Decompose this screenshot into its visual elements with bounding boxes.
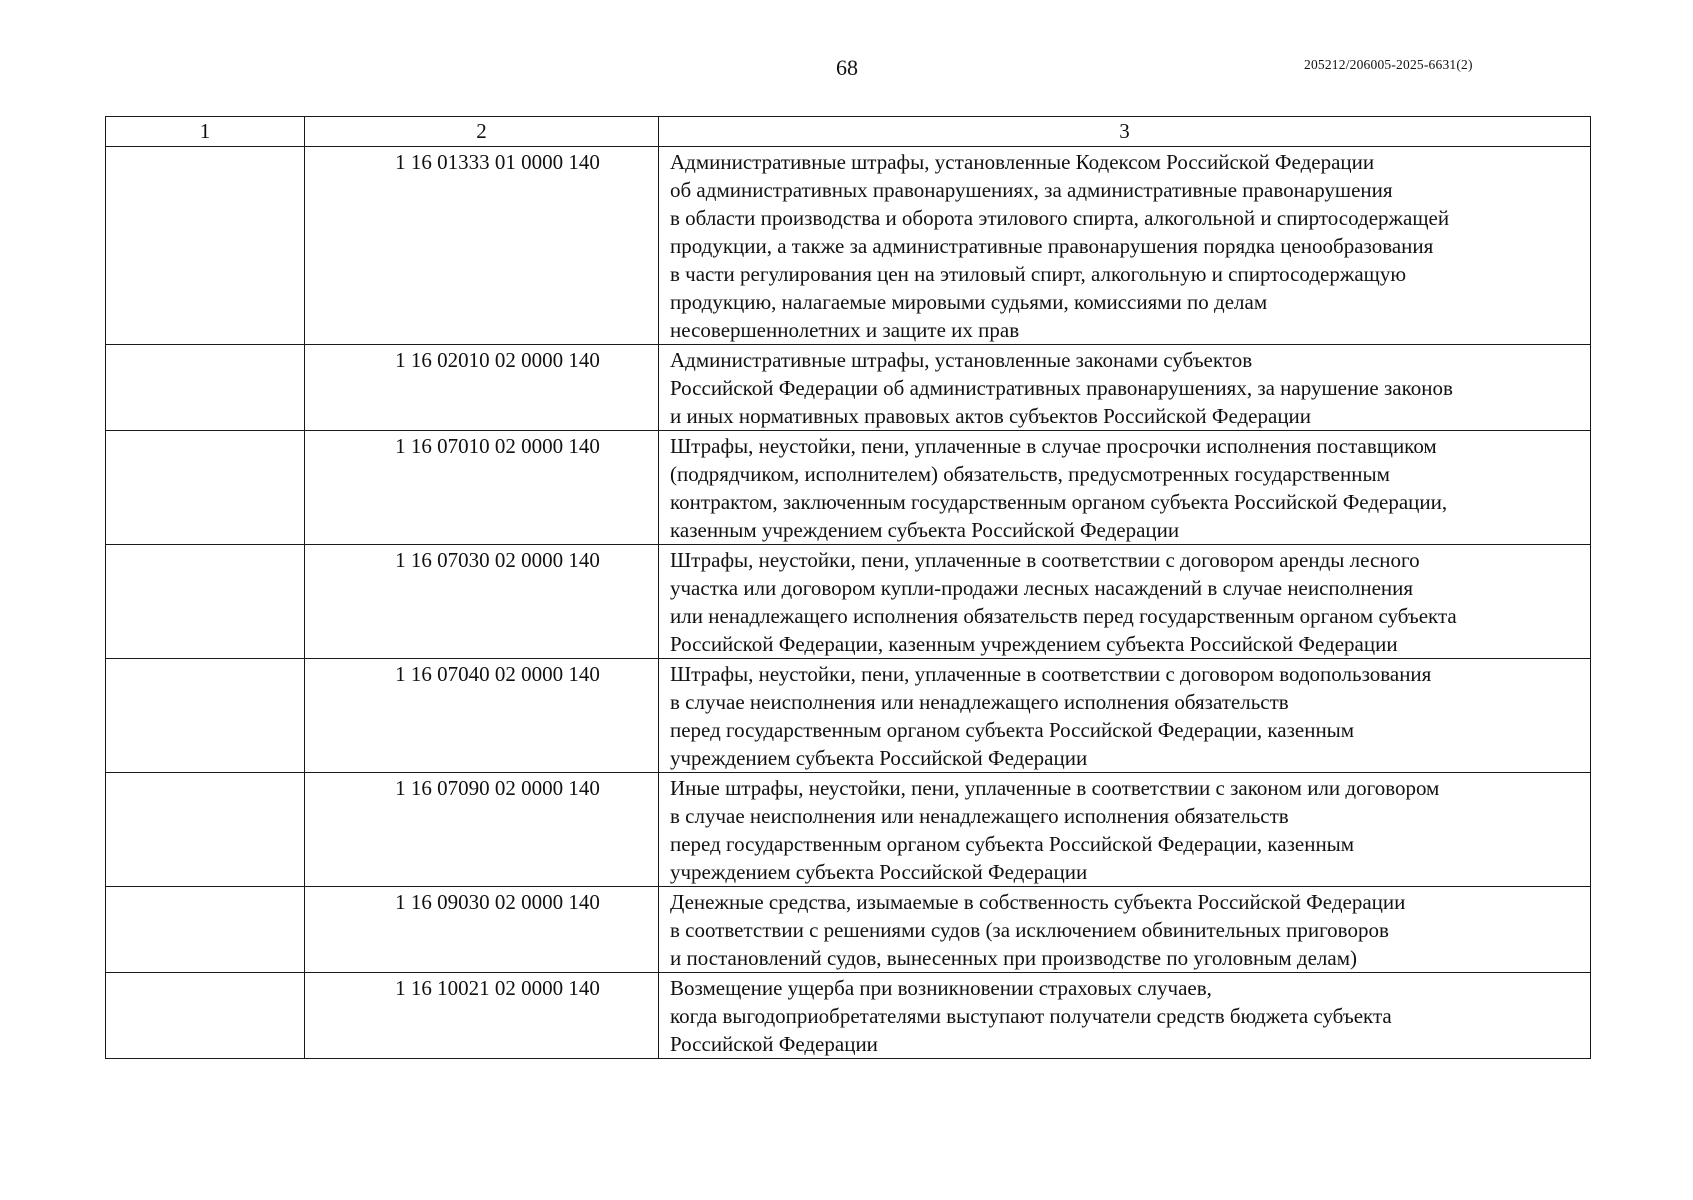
description-line: казенным учреждением субъекта Российской Федерации [670, 518, 1180, 542]
revenue-code: 1 16 07030 02 0000 140 [395, 548, 600, 572]
description-line: участка или договором купли-продажи лесных насаждений в случае неисполнения [670, 576, 1414, 600]
description-line: об административных правонарушениях, за административные правонарушения [670, 178, 1393, 202]
description-line: (подрядчиком, исполнителем) обязательств, предусмотренных государственным [670, 462, 1390, 486]
revenue-code: 1 16 07010 02 0000 140 [395, 434, 600, 458]
description-line: перед государственным органом субъекта Российской Федерации, казенным [670, 718, 1355, 742]
column-header-1: 1 [106, 117, 305, 147]
page-number: 68 [836, 55, 858, 80]
description-line: несовершеннолетних и защите их прав [670, 318, 1020, 342]
document-code: 205212/206005-2025-6631(2) [1304, 57, 1473, 72]
description-line: перед государственным органом субъекта Российской Федерации, казенным [670, 832, 1355, 856]
description-line: продукцию, налагаемые мировыми судьями, комиссиями по делам [670, 290, 1268, 314]
description-cell [659, 773, 1591, 887]
revenue-code: 1 16 07090 02 0000 140 [395, 776, 600, 800]
description-line: учреждением субъекта Российской Федерации [670, 746, 1088, 770]
row-number-cell [106, 431, 305, 545]
description-line: и постановлений судов, вынесенных при производстве по уголовным делам) [670, 946, 1358, 970]
column-header-3: 3 [659, 117, 1591, 147]
description-line: Денежные средства, изымаемые в собственность субъекта Российской Федерации [670, 890, 1406, 914]
revenue-code-cell [305, 973, 659, 1059]
description-line: Российской Федерации [670, 1032, 878, 1056]
table-row [106, 773, 1591, 887]
description-line: или ненадлежащего исполнения обязательств перед государственным органом субъекта [670, 604, 1457, 628]
table-row [106, 973, 1591, 1059]
revenue-code-cell [305, 345, 659, 431]
description-line: Российской Федерации об административных правонарушениях, за нарушение законов [670, 376, 1453, 400]
description-line: когда выгодоприобретателями выступают получатели средств бюджета субъекта [670, 1004, 1392, 1028]
description-line: Административные штрафы, установленные Кодексом Российской Федерации [670, 150, 1375, 174]
description-line: контрактом, заключенным государственным органом субъекта Российской Федерации, [670, 490, 1448, 514]
row-number-cell [106, 545, 305, 659]
table-row [106, 887, 1591, 973]
description-cell [659, 973, 1591, 1059]
row-number-cell [106, 887, 305, 973]
table-row [106, 431, 1591, 545]
description-cell [659, 431, 1591, 545]
row-number-cell [106, 773, 305, 887]
description-cell [659, 147, 1591, 345]
description-cell [659, 345, 1591, 431]
revenue-codes-table [105, 116, 1591, 1059]
row-number-cell [106, 973, 305, 1059]
row-number-cell [106, 659, 305, 773]
description-line: Иные штрафы, неустойки, пени, уплаченные в соответствии с законом или договором [670, 776, 1440, 800]
description-line: в соответствии с решениями судов (за исключением обвинительных приговоров [670, 918, 1389, 942]
description-line: Штрафы, неустойки, пени, уплаченные в случае просрочки исполнения поставщиком [670, 434, 1437, 458]
revenue-code: 1 16 09030 02 0000 140 [395, 890, 600, 914]
revenue-code-cell [305, 773, 659, 887]
table-row [106, 345, 1591, 431]
description-cell [659, 545, 1591, 659]
column-header-2: 2 [305, 117, 659, 147]
description-line: Возмещение ущерба при возникновении страховых случаев, [670, 976, 1212, 1000]
description-line: в случае неисполнения или ненадлежащего исполнения обязательств [670, 804, 1289, 828]
revenue-code-cell [305, 147, 659, 345]
description-line: Штрафы, неустойки, пени, уплаченные в соответствии с договором аренды лесного [670, 548, 1420, 572]
description-cell [659, 659, 1591, 773]
revenue-code-cell [305, 545, 659, 659]
description-line: продукции, а также за административные правонарушения порядка ценообразования [670, 234, 1434, 258]
description-line: в области производства и оборота этилового спирта, алкогольной и спиртосодержащей [670, 206, 1450, 230]
table-header-row [106, 117, 1591, 147]
revenue-code: 1 16 07040 02 0000 140 [395, 662, 600, 686]
table-row [106, 659, 1591, 773]
revenue-code: 1 16 02010 02 0000 140 [395, 348, 600, 372]
row-number-cell [106, 147, 305, 345]
description-line: в случае неисполнения или ненадлежащего исполнения обязательств [670, 690, 1289, 714]
table-row [106, 147, 1591, 345]
description-line: и иных нормативных правовых актов субъектов Российской Федерации [670, 404, 1312, 428]
row-number-cell [106, 345, 305, 431]
description-line: в части регулирования цен на этиловый спирт, алкогольную и спиртосодержащую [670, 262, 1407, 286]
revenue-code-cell [305, 887, 659, 973]
description-cell [659, 887, 1591, 973]
table-body [106, 147, 1591, 1059]
description-line: Административные штрафы, установленные законами субъектов [670, 348, 1253, 372]
revenue-code-cell [305, 659, 659, 773]
table-row [106, 545, 1591, 659]
revenue-code: 1 16 01333 01 0000 140 [395, 150, 600, 174]
description-line: учреждением субъекта Российской Федерации [670, 860, 1088, 884]
revenue-code-cell [305, 431, 659, 545]
revenue-code: 1 16 10021 02 0000 140 [395, 976, 600, 1000]
description-line: Российской Федерации, казенным учреждением субъекта Российской Федерации [670, 632, 1398, 656]
description-line: Штрафы, неустойки, пени, уплаченные в соответствии с договором водопользования [670, 662, 1432, 686]
